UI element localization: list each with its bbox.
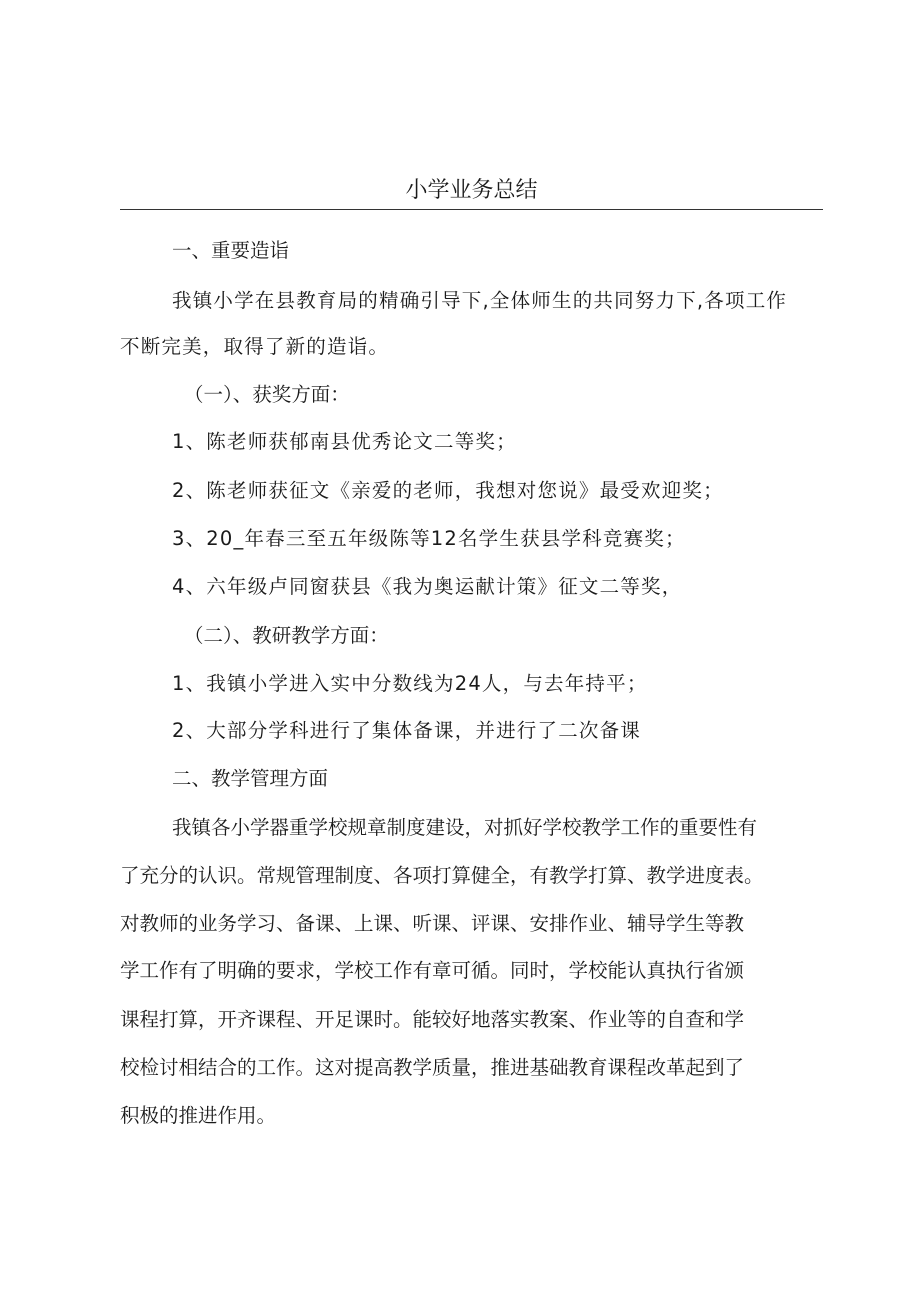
subsection-heading-awards: （一）、获奖方面： — [184, 383, 350, 406]
page-title: 小学业务总结 — [405, 178, 538, 203]
paragraph-line: 校检讨相结合的工作。这对提高教学质量，推进基础教育课程改革起到了 — [120, 1056, 745, 1079]
paragraph-line: 不断完美，取得了新的造诣。 — [120, 335, 390, 358]
subsection-heading-teaching-research: （二）、教研教学方面： — [184, 624, 389, 647]
paragraph-line: 了充分的认识。常规管理制度、各项打算健全，有教学打算、教学进度表。 — [120, 864, 764, 887]
title-underline — [120, 209, 823, 210]
paragraph-line: 我镇小学在县教育局的精确引导下,全体师生的共同努力下,各项工作 — [172, 289, 788, 312]
list-item: 4、六年级卢同窗获县《我为奥运献计策》征文二等奖， — [172, 575, 683, 598]
list-item: 1、陈老师获郁南县优秀论文二等奖； — [172, 430, 517, 453]
paragraph-line: 课程打算，开齐课程、开足课时。能较好地落实教案、作业等的自查和学 — [120, 1008, 745, 1031]
paragraph-line: 我镇各小学器重学校规章制度建设，对抓好学校教学工作的重要性有 — [172, 816, 758, 839]
section-heading-achievements: 一、重要造诣 — [172, 239, 290, 262]
paragraph-line: 对教师的业务学习、备课、上课、听课、评课、安排作业、辅导学生等教 — [120, 912, 745, 935]
list-item: 2、大部分学科进行了集体备课，并进行了二次备课 — [172, 719, 642, 742]
list-item: 3、20_年春三至五年级陈等12名学生获县学科竞赛奖； — [172, 527, 686, 550]
section-heading-management: 二、教学管理方面 — [172, 767, 329, 790]
paragraph-line: 学工作有了明确的要求，学校工作有章可循。同时，学校能认真执行省颁 — [120, 959, 745, 982]
paragraph-line: 积极的推进作用。 — [120, 1104, 277, 1127]
list-item: 2、陈老师获征文《亲爱的老师，我想对您说》最受欢迎奖； — [172, 479, 724, 502]
list-item: 1、我镇小学进入实中分数线为24人，与去年持平； — [172, 672, 648, 695]
